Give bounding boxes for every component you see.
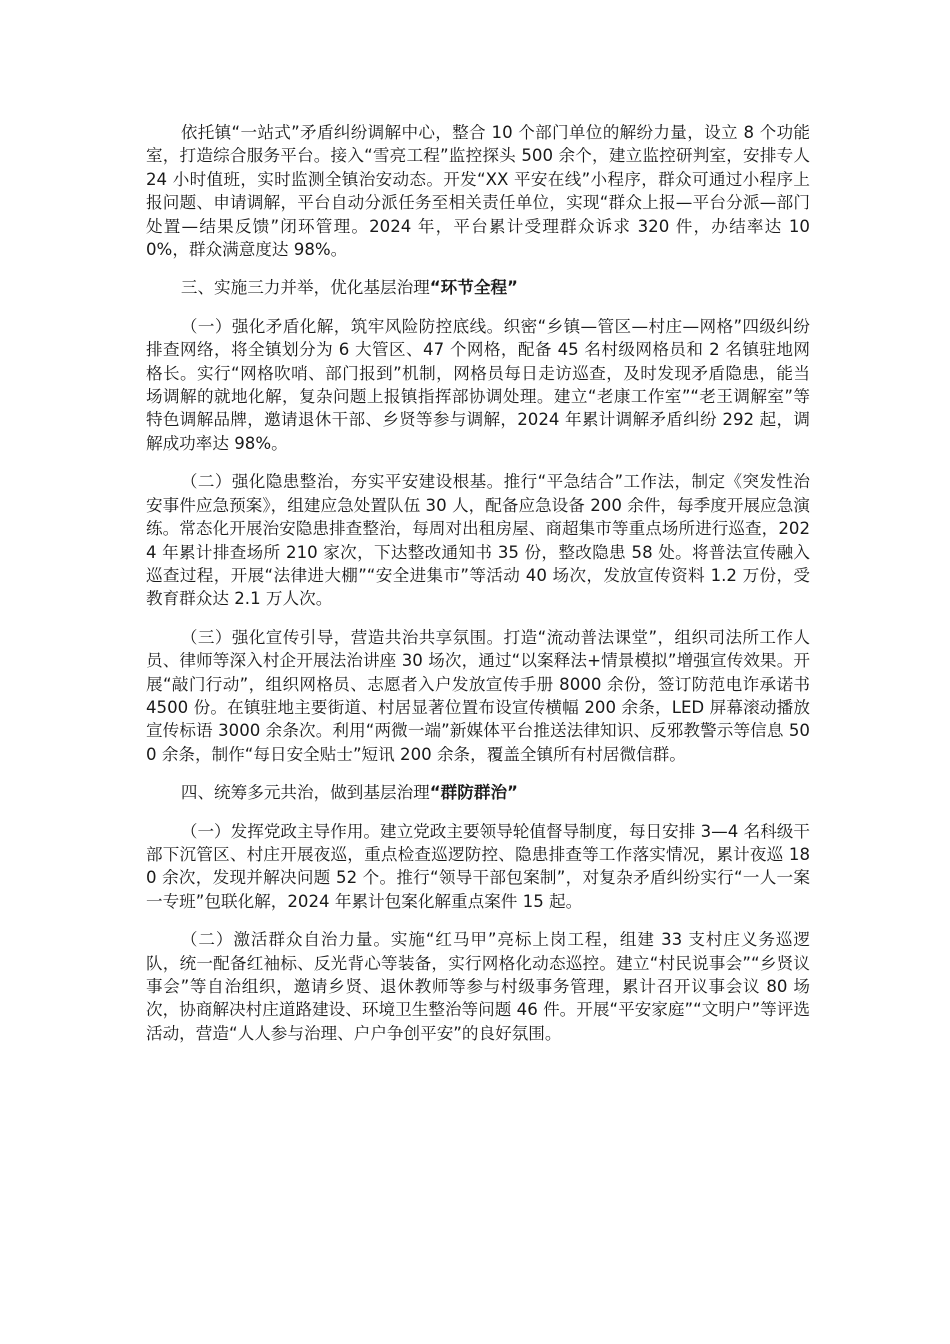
section-heading [146, 781, 810, 804]
body-paragraph: （二）激活群众自治力量。实施“红马甲”亮标上岗工程，组建 33 支村庄义务巡逻队，统一配备红袖标、反光背心等装备，实行网格化动态巡控。建立“村民说事会”“乡贤议事会”等自治组织，邀请乡贤、退休教师等参与村级事务管理，累计召开议事会议 80 场次，协商解决村庄道路建设、环境卫生整治等问题 46 件。开展“平安家庭”“文明户”等评选活动，营造“人人参与治理、户户争创平安”的良好氛围。 [146, 930, 810, 1043]
section-heading-text: 三、实施三力并举，优化基层治理 [180, 278, 430, 298]
section-heading [146, 276, 810, 299]
body-paragraph: （一）发挥党政主导作用。建立党政主要领导轮值督导制度，每日安排 3—4 名科级干部下沉管区、村庄开展夜巡，重点检查巡逻防控、隐患排查等工作落实情况，累计夜巡 180 余次，发现并解决问题 52 个。推行“领导干部包案制”，对复杂矛盾纠纷实行“一人一案一专班”包联化解，2024 年累计包案化解重点案件 15 起。 [146, 821, 810, 911]
section-heading-emphasis: “群防群治” [429, 783, 518, 803]
body-paragraph: （二）强化隐患整治，夯实平安建设根基。推行“平急结合”工作法，制定《突发性治安事件应急预案》，组建应急处置队伍 30 人，配备应急设备 200 余件，每季度开展应急演练。常态化开展治安隐患排查整治，每周对出租房屋、商超集市等重点场所进行巡查，2024 年累计排查场所 210 家次，下达整改通知书 35 份，整改隐患 58 处。将普法宣传融入巡查过程，开展“法律进大棚”“安全进集市”等活动 40 场次，发放宣传资料 1.2 万份，受教育群众达 2.1 万人次。 [146, 472, 810, 609]
section-heading-emphasis: “环节全程” [429, 278, 518, 298]
body-paragraph: 依托镇“一站式”矛盾纠纷调解中心，整合 10 个部门单位的解纷力量，设立 8 个功能室，打造综合服务平台。接入“雪亮工程”监控探头 500 余个，建立监控研判室，安排专人 24 小时值班，实时监测全镇治安动态。开发“XX 平安在线”小程序，群众可通过小程序上报问题、申请调解，平台自动分派任务至相关责任单位，实现“群众上报—平台分派—部门处置—结果反馈”闭环管理。2024 年，平台累计受理群众诉求 320 件，办结率达 100%，群众满意度达 98%。 [146, 123, 810, 260]
document-body [146, 121, 810, 1060]
body-paragraph: （一）强化矛盾化解，筑牢风险防控底线。织密“乡镇—管区—村庄—网格”四级纠纷排查网络，将全镇划分为 6 大管区、47 个网格，配备 45 名村级网格员和 2 名镇驻地网格长。实行“网格吹哨、部门报到”机制，网格员每日走访巡查，及时发现矛盾隐患，能当场调解的就地化解，复杂问题上报镇指挥部协调处理。建立“老康工作室”“老王调解室”等特色调解品牌，邀请退休干部、乡贤等参与调解，2024 年累计调解矛盾纠纷 292 起，调解成功率达 98%。 [146, 316, 810, 453]
body-paragraph: （三）强化宣传引导，营造共治共享氛围。打造“流动普法课堂”，组织司法所工作人员、律师等深入村企开展法治讲座 30 场次，通过“以案释法+情景模拟”增强宣传效果。开展“敲门行动”，组织网格员、志愿者入户发放宣传手册 8000 余份，签订防范电诈承诺书 4500 份。在镇驻地主要街道、村居显著位置布设宣传横幅 200 余条，LED 屏幕滚动播放宣传标语 3000 余条次。利用“两微一端”新媒体平台推送法律知识、反邪教警示等信息 500 余条，制作“每日安全贴士”短讯 200 余条，覆盖全镇所有村居微信群。 [146, 627, 810, 764]
section-heading-text: 四、统筹多元共治，做到基层治理 [180, 783, 430, 803]
